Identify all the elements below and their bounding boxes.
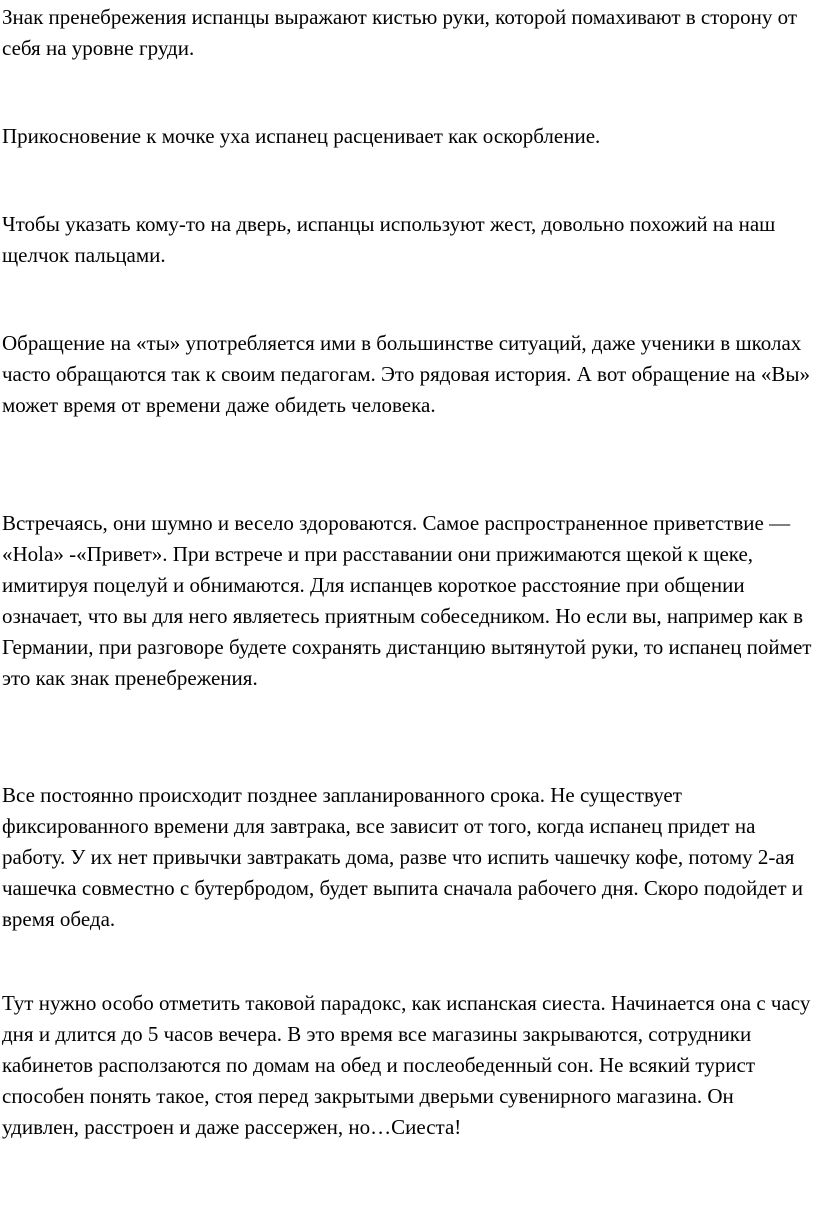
paragraph-7: Тут нужно особо отметить таковой парадокс, как испанская сиеста. Начинается она с часу дня и длится до 5 часов вечера. В это время все магазины закрываются, сотрудники кабинетов расползаются по домам на обед и послеобеденный сон. Не всякий турист способен понять такое, стоя перед закрытыми дверьми сувенирного магазина. Он удивлен, расстроен и даже рассержен, но…Сиеста! [2, 991, 811, 1139]
paragraph-5: Встречаясь, они шумно и весело здороваются. Самое распространенное приветствие — «Hola» -«Привет». При встрече и при расставании они прижимаются щекой к щеке, имитируя поцелуй и обнимаются. Для испанцев короткое расстояние при общении означает, что вы для него являетесь приятным собеседником. Но если вы, например как в Германии, при разговоре будете сохранять дистанцию вытянутой руки, то испанец поймет это как знак пренебрежения. [2, 511, 812, 690]
paragraph-2: Прикосновение к мочке уха испанец расценивает как оскорбление. [2, 124, 601, 148]
paragraph-4: Обращение на «ты» употребляется ими в большинстве ситуаций, даже ученики в школах часто обращаются так к своим педагогам. Это рядовая история. А вот обращение на «Вы» может время от времени даже обидеть человека. [2, 331, 810, 417]
paragraph-6: Все постоянно происходит позднее запланированного срока. Не существует фиксированного времени для завтрака, все зависит от того, когда испанец придет на работу. У их нет привычки завтракать дома, разве что испить чашечку кофе, потому 2-ая чашечка совместно с бутербродом, будет выпита сначала рабочего дня. Скоро подойдет и время обеда. [2, 783, 804, 931]
paragraph-1: Знак пренебрежения испанцы выражают кистью руки, которой помахивают в сторону от себя на уровне груди. [2, 5, 798, 60]
paragraph-3: Чтобы указать кому-то на дверь, испанцы используют жест, довольно похожий на наш щелчок пальцами. [2, 212, 776, 267]
